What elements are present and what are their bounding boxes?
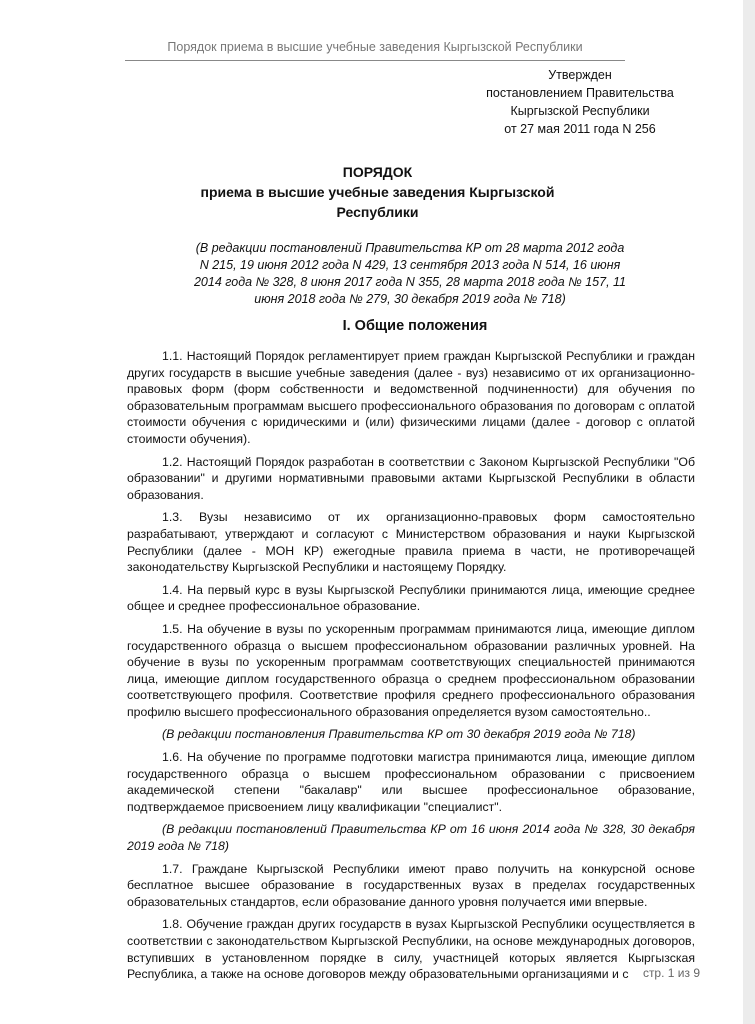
approval-line: Утвержден (548, 68, 612, 82)
section-heading: I. Общие положения (342, 318, 488, 334)
paragraph: 1.5. На обучение в вузы по ускоренным программам принимаются лица, имеющие диплом государственного образца о высшем профессиональном образовании различных уровней. На обучение в вузы по ускоренным программам соответствующих специальностей принимаются лица, имеющие диплом государственного образца о среднем профессиональном образовании соответствующего профиля. Соответствие профиля среднего профессионального образования профилю высшего профессионального образования определяется вузом самостоятельно.. (127, 621, 695, 719)
running-header: Порядок приема в высшие учебные заведения Кыргызской Республики (125, 40, 625, 61)
approval-block (480, 66, 680, 138)
page-number: стр. 1 из 9 (642, 966, 700, 980)
paragraph: 1.2. Настоящий Порядок разработан в соответствии с Законом Кыргызской Республики "Об образовании" и другими нормативными правовыми актами Кыргызской Республики в области образования. (127, 454, 695, 502)
title-line: ПОРЯДОК (342, 164, 413, 180)
paragraph: 1.6. На обучение по программе подготовки магистра принимаются лица, имеющие диплом государственного образца о высшем профессиональном образовании с присвоением академической степени "бакалавр" или высшее профессиональное образование, подтверждаемое присвоением лицу квалификации "специалист". (127, 750, 695, 814)
page-edge (743, 0, 755, 1024)
approval-line: постановлением Правительства (486, 86, 674, 100)
section-body (127, 348, 695, 989)
paragraph: 1.1. Настоящий Порядок регламентирует прием граждан Кыргызской Республики и граждан других государств в высшие учебные заведения (далее - вуз) независимо от их организационно-правовых форм (форм собственности и ведомственной подчиненности) для обучения по образовательным программам высшего профессионального образования по договорам с оплатой стоимости обучения с юридическими и (или) физическими лицами (далее - договор с оплатой стоимости обучения). (127, 349, 695, 446)
document-title (200, 162, 555, 222)
paragraph: 1.7. Граждане Кыргызской Республики имеют право получить на конкурсной основе бесплатное высшее образование в государственных вузах в пределах государственных образовательных стандартов, если образование данного уровня получается ими впервые. (127, 861, 695, 909)
approval-line: от 27 мая 2011 года N 256 (504, 122, 656, 136)
paragraph: 1.3. Вузы независимо от их организационно-правовых форм самостоятельно разрабатывают, утверждают и согласуют с Министерством образования и науки Кыргызской Республики (далее - МОН КР) ежегодные правила приема в части, не противоречащей законодательству Кыргызской Республики и настоящему Порядку. (127, 510, 695, 575)
amendment-note: (В редакции постановления Правительства КР от 30 декабря 2019 года № 718) (162, 727, 636, 742)
approval-line: Кыргызской Республики (510, 104, 650, 118)
title-line: приема в высшие учебные заведения Кыргызской (200, 184, 555, 200)
amendment-note: (В редакции постановлений Правительства КР от 16 июня 2014 года № 328, 30 декабря 2019 года № 718) (127, 822, 695, 854)
paragraph: 1.8. Обучение граждан других государств в вузах Кыргызской Республики осуществляется в соответствии с законодательством Кыргызской Республики, на основе международных договоров, вступивших в установленном порядке в силу, участницей которых является Кыргызская Республика, а также на основе договоров между образовательными организациями и с (127, 917, 695, 982)
title-line: Республики (336, 204, 419, 220)
paragraph: 1.4. На первый курс в вузы Кыргызской Республики принимаются лица, имеющие среднее общее и среднее профессиональное образование. (127, 582, 695, 614)
edition-note: (В редакции постановлений Правительства КР от 28 марта 2012 года N 215, 19 июня 2012 года N 429, 13 сентября 2013 года N 514, 16 июня 2014 года № 328, 8 июня 2017 года N 355, 28 марта 2018 года № 157, 11 июня 2018 года № 279, 30 декабря 2019 года № 718) (193, 241, 627, 306)
